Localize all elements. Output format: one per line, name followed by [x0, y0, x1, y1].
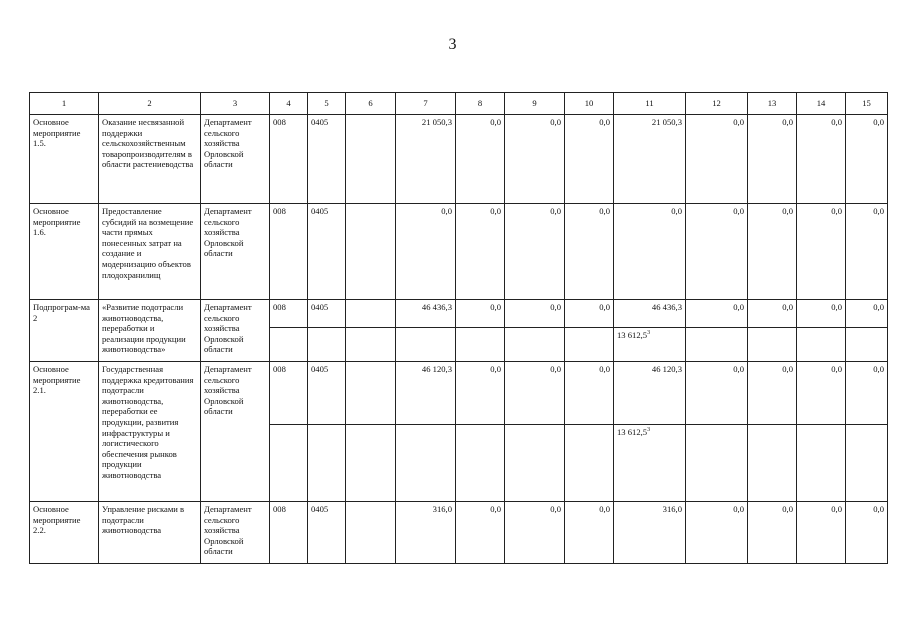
- code-grbs: 008: [270, 502, 308, 564]
- amount-cell: 46 436,3: [614, 300, 686, 328]
- code-rzpr: 0405: [308, 300, 346, 328]
- amount-cell: 0,0: [565, 115, 614, 204]
- empty-cell: [505, 425, 565, 502]
- empty-cell: [686, 328, 748, 362]
- table-row: [30, 115, 888, 204]
- empty-cell: [396, 328, 456, 362]
- executor: Департамент сельского хозяйства Орловской области: [201, 300, 270, 362]
- amount-cell: 0,0: [846, 300, 888, 328]
- amount-cell: 316,0: [614, 502, 686, 564]
- amount-cell: 0,0: [686, 204, 748, 300]
- executor: Департамент сельского хозяйства Орловской области: [201, 502, 270, 564]
- amount-value: 13 612,5: [617, 330, 648, 340]
- empty-cell: [346, 328, 396, 362]
- amount-cell: 0,0: [456, 502, 505, 564]
- program-funding-table: [29, 92, 888, 564]
- item-code: Основное мероприятие 2.2.: [30, 502, 99, 564]
- header-cell: 2: [99, 93, 201, 115]
- amount-cell: 0,0: [846, 204, 888, 300]
- amount-cell: 0,0: [456, 115, 505, 204]
- code-rzpr: 0405: [308, 502, 346, 564]
- amount-cell: 0,0: [565, 362, 614, 425]
- code-grbs: 008: [270, 362, 308, 425]
- amount-cell: 0,0: [565, 502, 614, 564]
- amount-cell: 21 050,3: [614, 115, 686, 204]
- table-row: [30, 502, 888, 564]
- executor: Департамент сельского хозяйства Орловской области: [201, 204, 270, 300]
- amount-cell: 46 120,3: [396, 362, 456, 425]
- header-cell: 5: [308, 93, 346, 115]
- amount-cell: 0,0: [846, 362, 888, 425]
- empty-cell: [846, 328, 888, 362]
- empty-cell: [565, 328, 614, 362]
- code-csr: [346, 362, 396, 425]
- amount-cell: 0,0: [505, 502, 565, 564]
- amount-cell: 0,0: [686, 115, 748, 204]
- empty-cell: [565, 425, 614, 502]
- page-number: 3: [448, 36, 457, 53]
- amount-cell: 0,0: [505, 115, 565, 204]
- amount-cell: 0,0: [748, 204, 797, 300]
- header-cell: 13: [748, 93, 797, 115]
- amount-cell: 0,0: [797, 204, 846, 300]
- code-rzpr: 0405: [308, 362, 346, 425]
- empty-cell: [686, 425, 748, 502]
- amount-cell: 0,0: [686, 502, 748, 564]
- header-cell: 6: [346, 93, 396, 115]
- amount-cell: 0,0: [565, 204, 614, 300]
- amount-cell: 0,0: [797, 115, 846, 204]
- amount-cell: 0,0: [797, 362, 846, 425]
- table-row: [30, 204, 888, 300]
- empty-cell: [748, 328, 797, 362]
- code-csr: [346, 115, 396, 204]
- code-grbs: 008: [270, 300, 308, 328]
- empty-cell: [456, 425, 505, 502]
- item-title: Государственная поддержка кредитования подотрасли животноводства, переработки ее продукции, развития инфраструктуры и логистического обеспечения рынков продукции животноводства: [99, 362, 201, 502]
- amount-cell: 0,0: [614, 204, 686, 300]
- amount-cell: 0,0: [846, 502, 888, 564]
- item-title: «Развитие подотрасли животноводства, переработки и реализации продукции животноводства»: [99, 300, 201, 362]
- empty-cell: [797, 425, 846, 502]
- amount-cell: 0,0: [686, 362, 748, 425]
- header-cell: 1: [30, 93, 99, 115]
- amount-cell: 0,0: [505, 300, 565, 328]
- code-csr: [346, 502, 396, 564]
- header-row: [30, 93, 888, 115]
- item-title: Оказание несвязанной поддержки сельскохозяйственным товаропроизводителям в области растениеводства: [99, 115, 201, 204]
- amount-cell: 0,0: [505, 204, 565, 300]
- header-cell: 14: [797, 93, 846, 115]
- empty-cell: [270, 425, 308, 502]
- amount-cell-footnoted: [614, 425, 686, 502]
- header-cell: 3: [201, 93, 270, 115]
- amount-cell: 0,0: [748, 115, 797, 204]
- item-code: Основное мероприятие 2.1.: [30, 362, 99, 502]
- item-code: Основное мероприятие 1.6.: [30, 204, 99, 300]
- header-cell: 10: [565, 93, 614, 115]
- table-row: [30, 300, 888, 328]
- amount-cell: 0,0: [565, 300, 614, 328]
- amount-cell-footnoted: [614, 328, 686, 362]
- footnote-marker: 3: [647, 427, 651, 434]
- amount-cell: 316,0: [396, 502, 456, 564]
- header-cell: 7: [396, 93, 456, 115]
- amount-cell: 0,0: [797, 502, 846, 564]
- code-rzpr: 0405: [308, 115, 346, 204]
- executor: Департамент сельского хозяйства Орловской области: [201, 115, 270, 204]
- executor: Департамент сельского хозяйства Орловской области: [201, 362, 270, 502]
- empty-cell: [456, 328, 505, 362]
- amount-cell: 0,0: [748, 502, 797, 564]
- amount-cell: 0,0: [505, 362, 565, 425]
- empty-cell: [308, 425, 346, 502]
- header-cell: 15: [846, 93, 888, 115]
- code-csr: [346, 300, 396, 328]
- empty-cell: [505, 328, 565, 362]
- amount-cell: 0,0: [748, 300, 797, 328]
- item-title: Предоставление субсидий на возмещение части прямых понесенных затрат на создание и модернизацию объектов плодохранилищ: [99, 204, 201, 300]
- empty-cell: [797, 328, 846, 362]
- footnote-marker: 3: [647, 330, 651, 337]
- empty-cell: [396, 425, 456, 502]
- header-cell: 8: [456, 93, 505, 115]
- amount-value: 13 612,5: [617, 427, 648, 437]
- item-code: Подпрограм-ма 2: [30, 300, 99, 362]
- empty-cell: [346, 425, 396, 502]
- code-rzpr: 0405: [308, 204, 346, 300]
- item-title: Управление рисками в подотрасли животноводства: [99, 502, 201, 564]
- amount-cell: 0,0: [797, 300, 846, 328]
- amount-cell: 0,0: [456, 300, 505, 328]
- code-grbs: 008: [270, 204, 308, 300]
- amount-cell: 0,0: [686, 300, 748, 328]
- empty-cell: [846, 425, 888, 502]
- amount-cell: 0,0: [456, 362, 505, 425]
- amount-cell: 0,0: [456, 204, 505, 300]
- item-code: Основное мероприятие 1.5.: [30, 115, 99, 204]
- amount-cell: 0,0: [748, 362, 797, 425]
- amount-cell: 0,0: [396, 204, 456, 300]
- code-csr: [346, 204, 396, 300]
- amount-cell: 0,0: [846, 115, 888, 204]
- amount-cell: 46 436,3: [396, 300, 456, 328]
- header-cell: 11: [614, 93, 686, 115]
- table-row: [30, 362, 888, 425]
- code-grbs: 008: [270, 115, 308, 204]
- empty-cell: [270, 328, 308, 362]
- empty-cell: [748, 425, 797, 502]
- empty-cell: [308, 328, 346, 362]
- header-cell: 4: [270, 93, 308, 115]
- amount-cell: 46 120,3: [614, 362, 686, 425]
- header-cell: 9: [505, 93, 565, 115]
- header-cell: 12: [686, 93, 748, 115]
- amount-cell: 21 050,3: [396, 115, 456, 204]
